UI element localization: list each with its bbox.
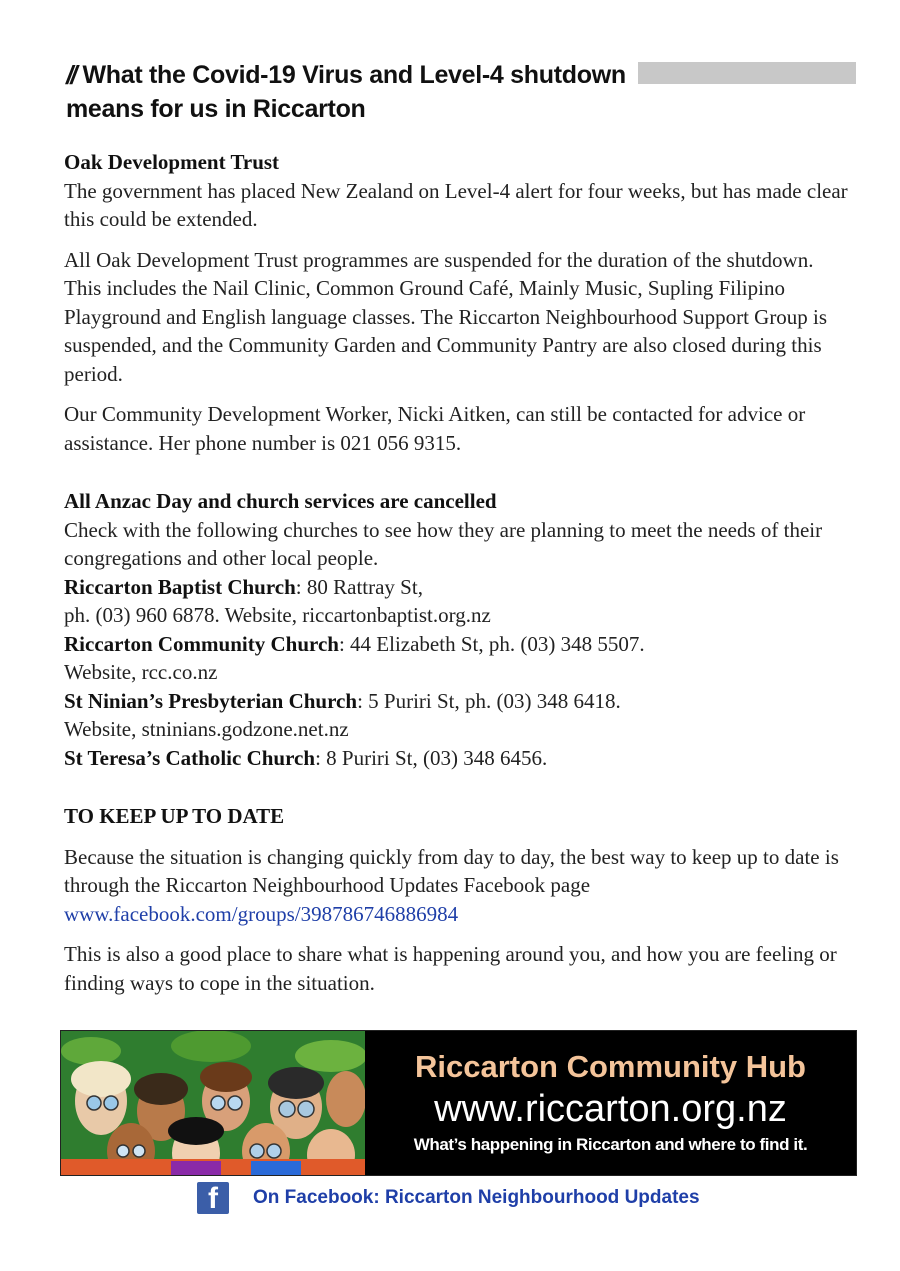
oak-paragraph-1: The government has placed New Zealand on Level-4 alert for four weeks, but has made clear this could be extended. xyxy=(64,178,848,231)
church-name: Riccarton Baptist Church xyxy=(64,574,296,599)
page-title: What the Covid-19 Virus and Level-4 shutdown xyxy=(82,61,626,89)
hub-website-link[interactable]: www.riccarton.org.nz xyxy=(434,1088,787,1130)
church-item xyxy=(64,630,849,687)
illustration-image xyxy=(61,1031,365,1175)
page-header xyxy=(66,58,856,126)
church-address: : 80 Rattray St, xyxy=(295,574,423,599)
hub-tagline: What’s happening in Riccarton and where to find it. xyxy=(413,1135,808,1154)
update-heading: TO KEEP UP TO DATE xyxy=(64,804,285,828)
church-name: Riccarton Community Church xyxy=(64,631,339,656)
church-contact: ph. (03) 960 6878. Website, riccartonbaptist.org.nz xyxy=(64,603,491,627)
oak-paragraph-2: All Oak Development Trust programmes are suspended for the duration of the shutdown. This includes the Nail Clinic, Common Ground Café, Mainly Music, Supling Filipino Playground and English language classes. The Riccarton Neighbourhood Support Group is suspended, and the Community Garden and Community Pantry are also closed during this period. xyxy=(64,247,828,386)
church-address: : 44 Elizabeth St, ph. (03) 348 5507. xyxy=(338,631,645,656)
church-address: : 8 Puriri St, (03) 348 6456. xyxy=(315,745,548,770)
facebook-icon[interactable]: f xyxy=(197,1182,229,1214)
anzac-heading: All Anzac Day and church services are cancelled xyxy=(64,489,497,513)
church-contact: Website, rcc.co.nz xyxy=(64,660,218,684)
church-address: : 5 Puriri St, ph. (03) 348 6418. xyxy=(357,688,621,713)
oak-heading: Oak Development Trust xyxy=(64,150,280,174)
double-slash-icon: // xyxy=(66,60,75,90)
church-name: St Teresa’s Catholic Church xyxy=(64,745,316,770)
page-title-continued: means for us in Riccarton xyxy=(66,95,366,123)
title-decor-bar xyxy=(638,62,856,84)
banner-text-panel xyxy=(365,1031,856,1175)
title-line-1 xyxy=(66,58,856,92)
title-line-2 xyxy=(66,92,856,126)
church-list xyxy=(64,573,849,773)
facebook-footer[interactable] xyxy=(197,1182,700,1214)
church-name: St Ninian’s Presbyterian Church xyxy=(64,688,358,713)
church-contact: Website, stninians.godzone.net.nz xyxy=(64,717,349,741)
church-item xyxy=(64,573,849,630)
update-paragraph-2: This is also a good place to share what is happening around you, and how you are feeling or finding ways to cope in the situation. xyxy=(64,942,837,995)
community-hub-banner xyxy=(60,1030,857,1176)
church-item xyxy=(64,687,849,744)
church-item xyxy=(64,744,849,773)
facebook-group-link[interactable]: www.facebook.com/groups/398786746886984 xyxy=(64,901,459,926)
oak-paragraph-3: Our Community Development Worker, Nicki Aitken, can still be contacted for advice or assistance. Her phone number is 021 056 9315. xyxy=(64,402,806,455)
facebook-label[interactable]: On Facebook: Riccarton Neighbourhood Updates xyxy=(253,1187,700,1208)
article-body xyxy=(64,148,849,997)
anzac-intro: Check with the following churches to see how they are planning to meet the needs of their congregations and other local people. xyxy=(64,517,823,570)
community-faces-illustration xyxy=(61,1031,365,1175)
hub-title: Riccarton Community Hub xyxy=(415,1049,806,1084)
update-paragraph-1: Because the situation is changing quickly from day to day, the best way to keep up to date is through the Riccarton Neighbourhood Updates Facebook page xyxy=(64,844,839,897)
